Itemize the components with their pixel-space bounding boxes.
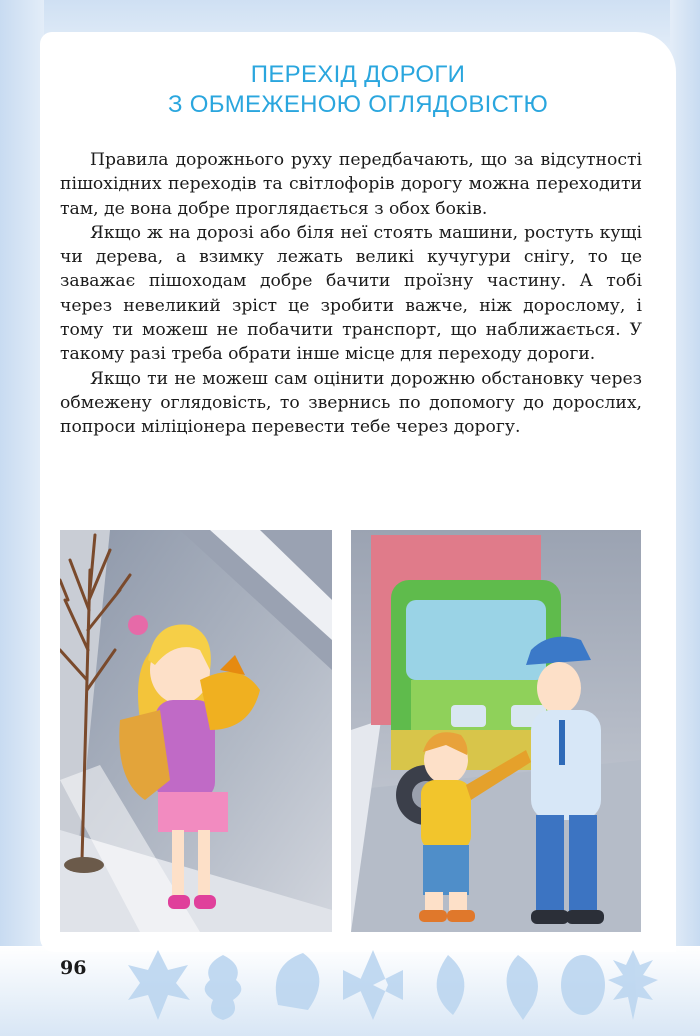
rowan-leaf-icon xyxy=(608,950,658,1020)
paragraph-2: Якщо ж на дорозі або біля неї стоять машини, ростуть кущі чи дерева, а взимку лежать великі кучугури снігу, то це заважає пішоходам добре бачити проїзну частину. А тобі через невеликий зріст це зробити важче, ніж дорослому, і тому ти можеш не побачити транспорт, що наближається. У такому разі треба обрати інше місце для переходу дороги. xyxy=(60,222,642,365)
elm-leaf-icon xyxy=(507,955,538,1020)
birch-leaf-icon xyxy=(437,955,465,1015)
girl-roadside-image xyxy=(60,530,332,932)
title-line-2: З ОБМЕЖЕНОЮ ОГЛЯДОВІСТЮ xyxy=(167,91,548,118)
page-title xyxy=(40,60,676,120)
decorative-leaves xyxy=(128,945,668,1025)
page-number: 96 xyxy=(60,957,87,979)
illustration-policeman-boy xyxy=(351,530,641,932)
paragraph-1: Правила дорожнього руху передбачають, що за відсутності пішохідних переходів та світлофорів дорогу можна переходити там, де вона добре проглядається з обох боків. xyxy=(60,150,642,219)
paragraph-3: Якщо ти не можеш сам оцінити дорожню обстановку через обмежену оглядовість, то звернись по допомогу до дорослих, попроси міліціонера перевести тебе через дорогу. xyxy=(60,368,642,438)
article-body xyxy=(60,148,642,440)
round-leaf-icon xyxy=(561,955,605,1015)
page-frame-left xyxy=(0,0,44,1036)
illustration-girl-roadside xyxy=(60,530,332,932)
policeman-boy-image xyxy=(351,530,641,932)
oak-leaf-icon xyxy=(205,955,242,1020)
title-line-1: ПЕРЕХІД ДОРОГИ xyxy=(250,61,466,88)
chestnut-leaf-icon xyxy=(343,950,403,1020)
leaf-icon xyxy=(276,953,320,1010)
maple-leaf-icon xyxy=(128,950,190,1020)
